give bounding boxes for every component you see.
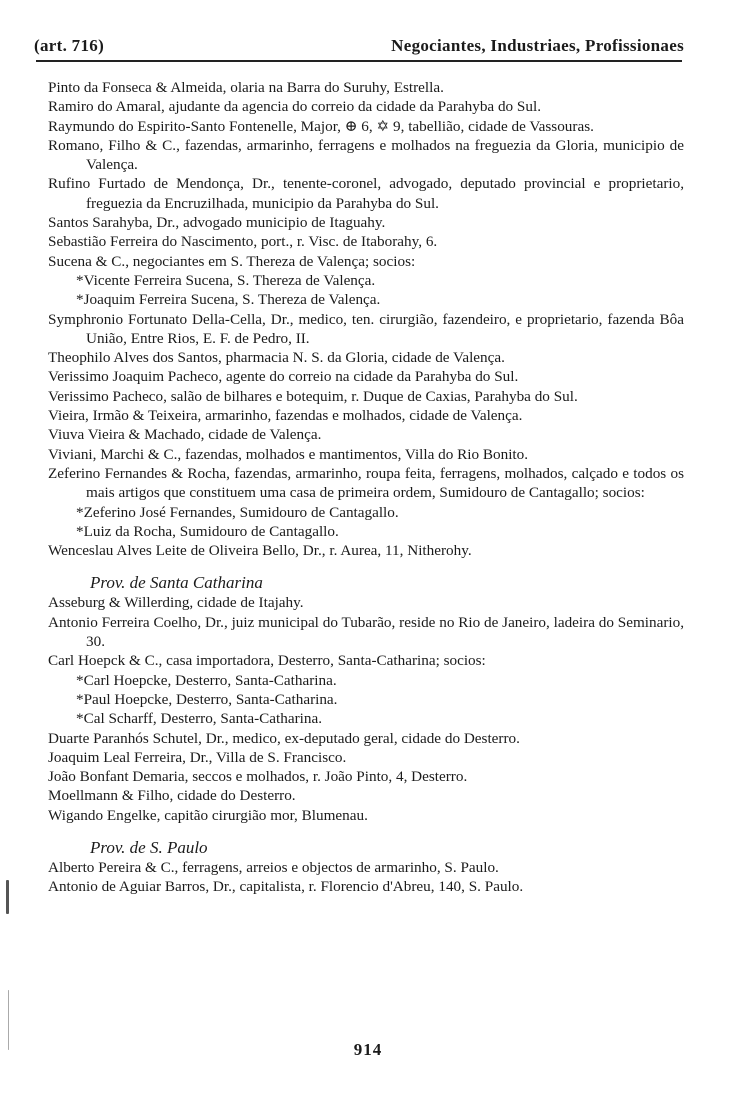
- partner-entry: *Carl Hoepcke, Desterro, Santa-Catharina.: [76, 671, 337, 689]
- directory-entry: Antonio de Aguiar Barros, Dr., capitalista, r. Florencio d'Abreu, 140, S. Paulo.: [48, 878, 524, 896]
- entries-list-rio: [48, 78, 684, 560]
- directory-entry: Moellmann & Filho, cidade do Desterro.: [48, 787, 296, 805]
- directory-entry: Raymundo do Espirito-Santo Fontenelle, Major, ⊕ 6, ✡ 9, tabellião, cidade de Vassouras.: [48, 117, 594, 135]
- partner-entry: *Zeferino José Fernandes, Sumidouro de Cantagallo.: [76, 503, 399, 521]
- directory-entry: Antonio Ferreira Coelho, Dr., juiz municipal do Tubarão, reside no Rio de Janeiro, ladeira do Seminario, 30.: [48, 613, 684, 651]
- directory-entries: [48, 78, 684, 897]
- directory-entry: Symphronio Fortunato Della-Cella, Dr., medico, ten. cirurgião, fazendeiro, e proprietario, fazenda Bôa União, Entre Rios, E. F. de Pedro, II.: [48, 310, 684, 347]
- partner-entry: *Cal Scharff, Desterro, Santa-Catharina.: [76, 710, 323, 728]
- section-title-santa-catharina: Prov. de Santa Catharina: [90, 573, 263, 593]
- directory-entry: Viuva Vieira & Machado, cidade de Valença.: [48, 426, 322, 444]
- partner-entry: *Joaquim Ferreira Sucena, S. Thereza de Valença.: [76, 291, 381, 309]
- directory-entry: Wenceslau Alves Leite de Oliveira Bello, Dr., r. Aurea, 11, Nitherohy.: [48, 542, 472, 560]
- directory-entry: Duarte Paranhós Schutel, Dr., medico, ex-deputado geral, cidade do Desterro.: [48, 729, 520, 747]
- directory-entry: Verissimo Joaquim Pacheco, agente do correio na cidade da Parahyba do Sul.: [48, 368, 519, 386]
- directory-entry: João Bonfant Demaria, seccos e molhados, r. João Pinto, 4, Desterro.: [48, 768, 468, 786]
- partner-entry: *Luiz da Rocha, Sumidouro de Cantagallo.: [76, 522, 339, 540]
- directory-entry: Zeferino Fernandes & Rocha, fazendas, armarinho, roupa feita, ferragens, molhados, calçado e todos os mais artigos que constituem uma casa de primeira ordem, Sumidouro de Cantagallo; socios:: [48, 464, 684, 502]
- directory-entry: Theophilo Alves dos Santos, pharmacia N. S. da Gloria, cidade de Valença.: [48, 349, 505, 367]
- partner-entry: *Paul Hoepcke, Desterro, Santa-Catharina.: [76, 690, 338, 708]
- header-title: Negociantes, Industriaes, Profissionaes: [391, 36, 684, 55]
- directory-entry: Sucena & C., negociantes em S. Thereza de Valença; socios:: [48, 252, 416, 270]
- directory-entry: Wigando Engelke, capitão cirurgião mor, Blumenau.: [48, 806, 368, 824]
- scan-speck: [6, 880, 9, 914]
- directory-entry: Romano, Filho & C., fazendas, armarinho, ferragens e molhados na freguezia da Gloria, municipio de Valença.: [48, 136, 684, 174]
- directory-entry: Asseburg & Willerding, cidade de Itajahy.: [48, 594, 304, 612]
- directory-entry: Alberto Pereira & C., ferragens, arreios e objectos de armarinho, S. Paulo.: [48, 858, 499, 876]
- directory-entry: Carl Hoepck & C., casa importadora, Desterro, Santa-Catharina; socios:: [48, 652, 486, 670]
- header-rule: [36, 60, 682, 62]
- scan-speck: [8, 990, 9, 1050]
- article-reference: (art. 716): [34, 36, 105, 55]
- running-header: [34, 36, 684, 56]
- directory-entry: Sebastião Ferreira do Nascimento, port., r. Visc. de Itaborahy, 6.: [48, 233, 438, 251]
- directory-entry: Vieira, Irmão & Teixeira, armarinho, fazendas e molhados, cidade de Valença.: [48, 407, 523, 425]
- directory-entry: Ramiro do Amaral, ajudante da agencia do correio da cidade da Parahyba do Sul.: [48, 98, 541, 116]
- directory-entry: Rufino Furtado de Mendonça, Dr., tenente-coronel, advogado, deputado provincial e proprietario, freguezia da Encruzilhada, municipio da Parahyba do Sul.: [48, 175, 684, 212]
- directory-entry: Santos Sarahyba, Dr., advogado municipio de Itaguahy.: [48, 214, 386, 232]
- directory-entry: Pinto da Fonseca & Almeida, olaria na Barra do Suruhy, Estrella.: [48, 79, 444, 96]
- directory-entry: Verissimo Pacheco, salão de bilhares e botequim, r. Duque de Caxias, Parahyba do Sul.: [48, 387, 578, 405]
- directory-entry: Joaquim Leal Ferreira, Dr., Villa de S. Francisco.: [48, 748, 347, 766]
- page-number: 914: [353, 1040, 383, 1059]
- directory-entry: Viviani, Marchi & C., fazendas, molhados e mantimentos, Villa do Rio Bonito.: [48, 445, 529, 463]
- section-title-sao-paulo: Prov. de S. Paulo: [90, 837, 208, 857]
- entries-list-sao-paulo: [48, 858, 684, 897]
- entries-list-santa-catharina: [48, 593, 684, 825]
- partner-entry: *Vicente Ferreira Sucena, S. Thereza de Valença.: [76, 271, 376, 289]
